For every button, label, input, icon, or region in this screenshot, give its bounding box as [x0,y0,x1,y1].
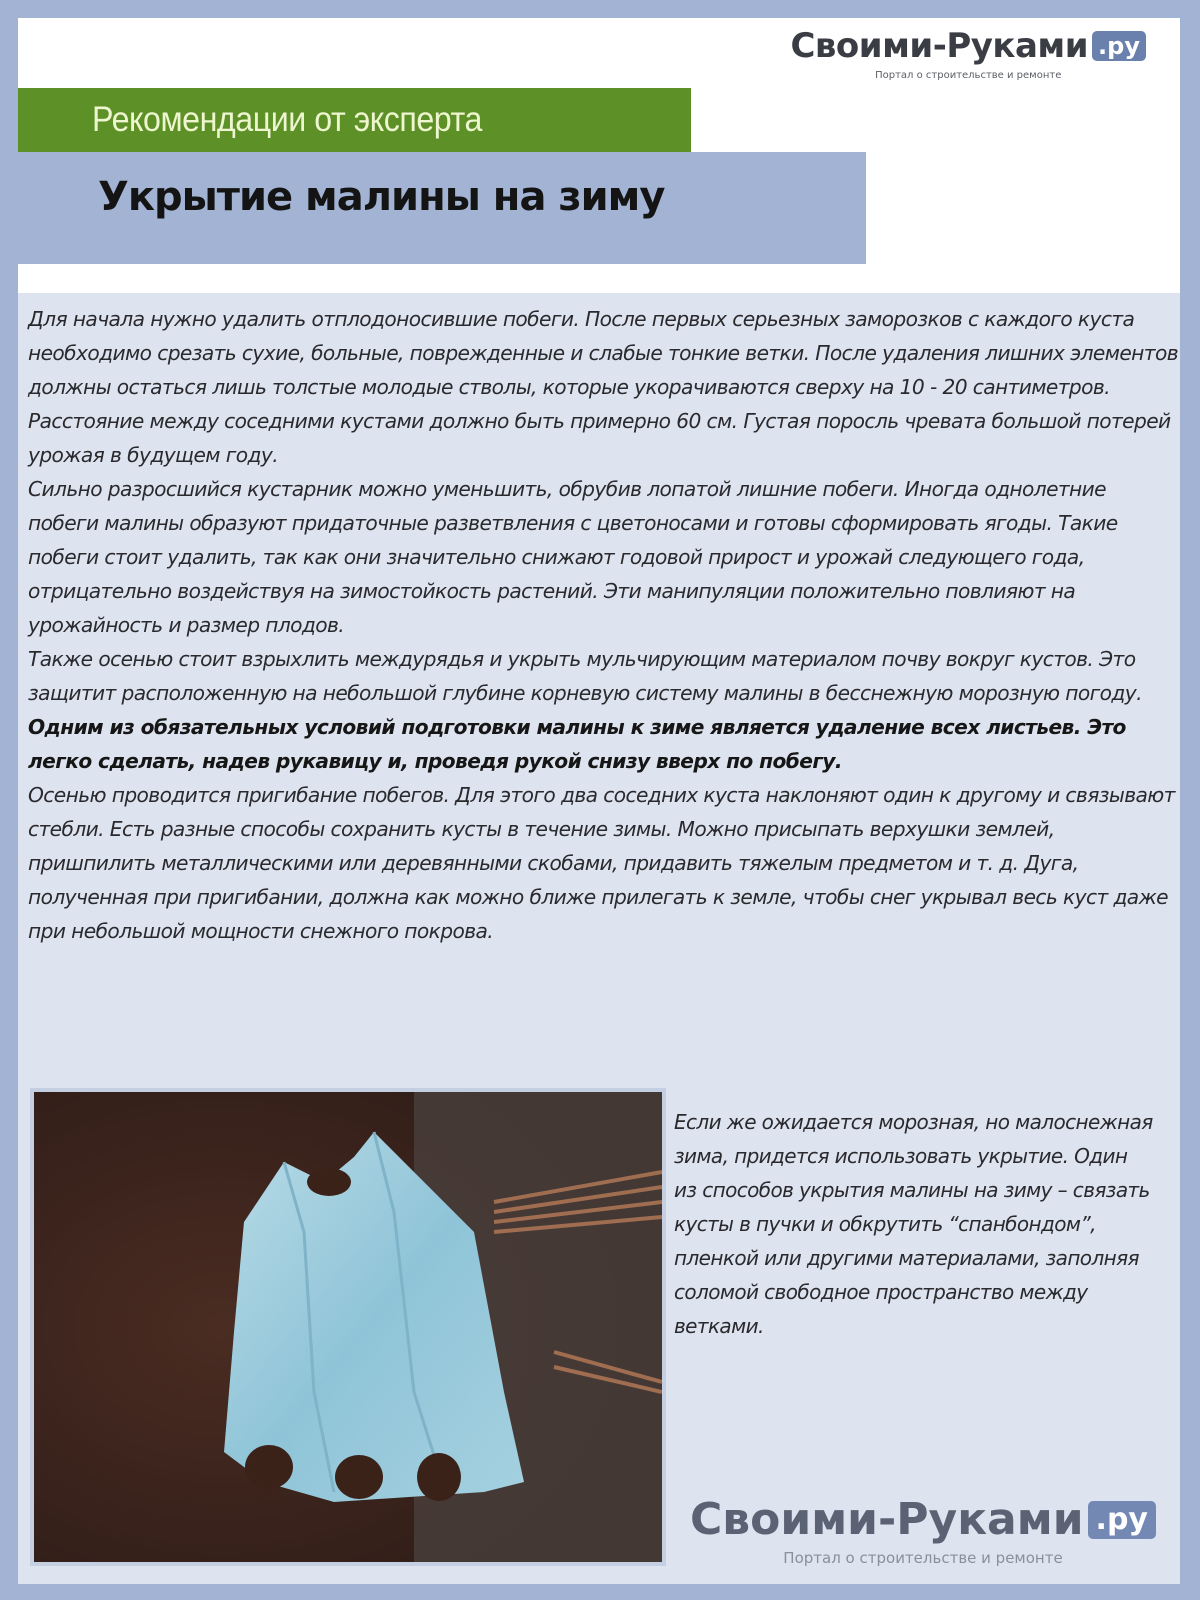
logo-wordmark: Своими-Руками [790,26,1089,66]
site-logo-top[interactable] [790,26,1146,81]
kicker-bar [18,88,691,152]
kicker-label: Рекомендации от эксперта [92,100,482,139]
logo-tagline: Портал о строительстве и ремонте [783,1549,1063,1567]
title-bar [18,152,866,264]
page-title: Укрытие малины на зиму [98,174,665,220]
paragraph-covering: Если же ожидается морозная, но малоснежная зима, придется использовать укрытие. Один из способов укрытия малины на зиму – связать кусты в пучки и обкрутить “спанбондом”, пленкой или другими материалами, заполняя соломой свободное пространство между ветками. [674,1110,1153,1338]
article-body [28,302,1178,948]
paragraph-thinning: Сильно разросшийся кустарник можно уменьшить, обрубив лопатой лишние побеги. Иногда однолетние побеги малины образуют придаточные разветвления с цветоносами и готовы сформировать ягоды. Такие побеги стоит удалить, так как они значительно снижают годовой прирост и урожай следующего года, отрицательно воздействуя на зимостойкость растений. Эти манипуляции положительно повлияют на урожайность и размер плодов. [28,477,1118,637]
paragraph-mulching: Также осенью стоит взрыхлить междурядья и укрыть мульчирующим материалом почву вокруг кустов. Это защитит расположенную на небольшой глубине корневую систему малины в бесснежную морозную погоду. [28,647,1142,705]
logo-tld-badge: .ру [1092,31,1146,61]
page-frame [18,18,1180,1584]
paragraph-leaf-removal: Одним из обязательных условий подготовки малины к зиме является удаление всех листьев. Это легко сделать, надев рукавицу и, проведя рукой снизу вверх по побегу. [28,715,1126,773]
logo-wordmark: Своими-Руками [690,1494,1084,1545]
covered-bush-photo [30,1088,666,1566]
side-note [674,1105,1154,1343]
paragraph-pruning: Для начала нужно удалить отплодоносившие побеги. После первых серьезных заморозков с каждого куста необходимо срезать сухие, больные, поврежденные и слабые тонкие ветки. После удаления лишних элементов должны остаться лишь толстые молодые стволы, которые укорачиваются сверху на 10 - 20 сантиметров. Расстояние между соседними кустами должно быть примерно 60 см. Густая поросль чревата большой потерей урожая в будущем году. [28,307,1178,467]
header-band [18,18,1180,293]
logo-tagline: Портал о строительстве и ремонте [875,70,1062,81]
paragraph-bending: Осенью проводится пригибание побегов. Для этого два соседних куста наклоняют один к другому и связывают стебли. Есть разные способы сохранить кусты в течение зимы. Можно присыпать верхушки землей, пришпилить металлическими или деревянными скобами, придавить тяжелым предметом и т. д. Дуга, полученная при пригибании, должна как можно ближе прилегать к земле, чтобы снег укрывал весь куст даже при небольшой мощности снежного покрова. [28,783,1175,943]
site-logo-bottom[interactable] [663,1494,1183,1567]
photo-illustration [34,1092,662,1562]
logo-tld-badge: .ру [1088,1501,1156,1539]
